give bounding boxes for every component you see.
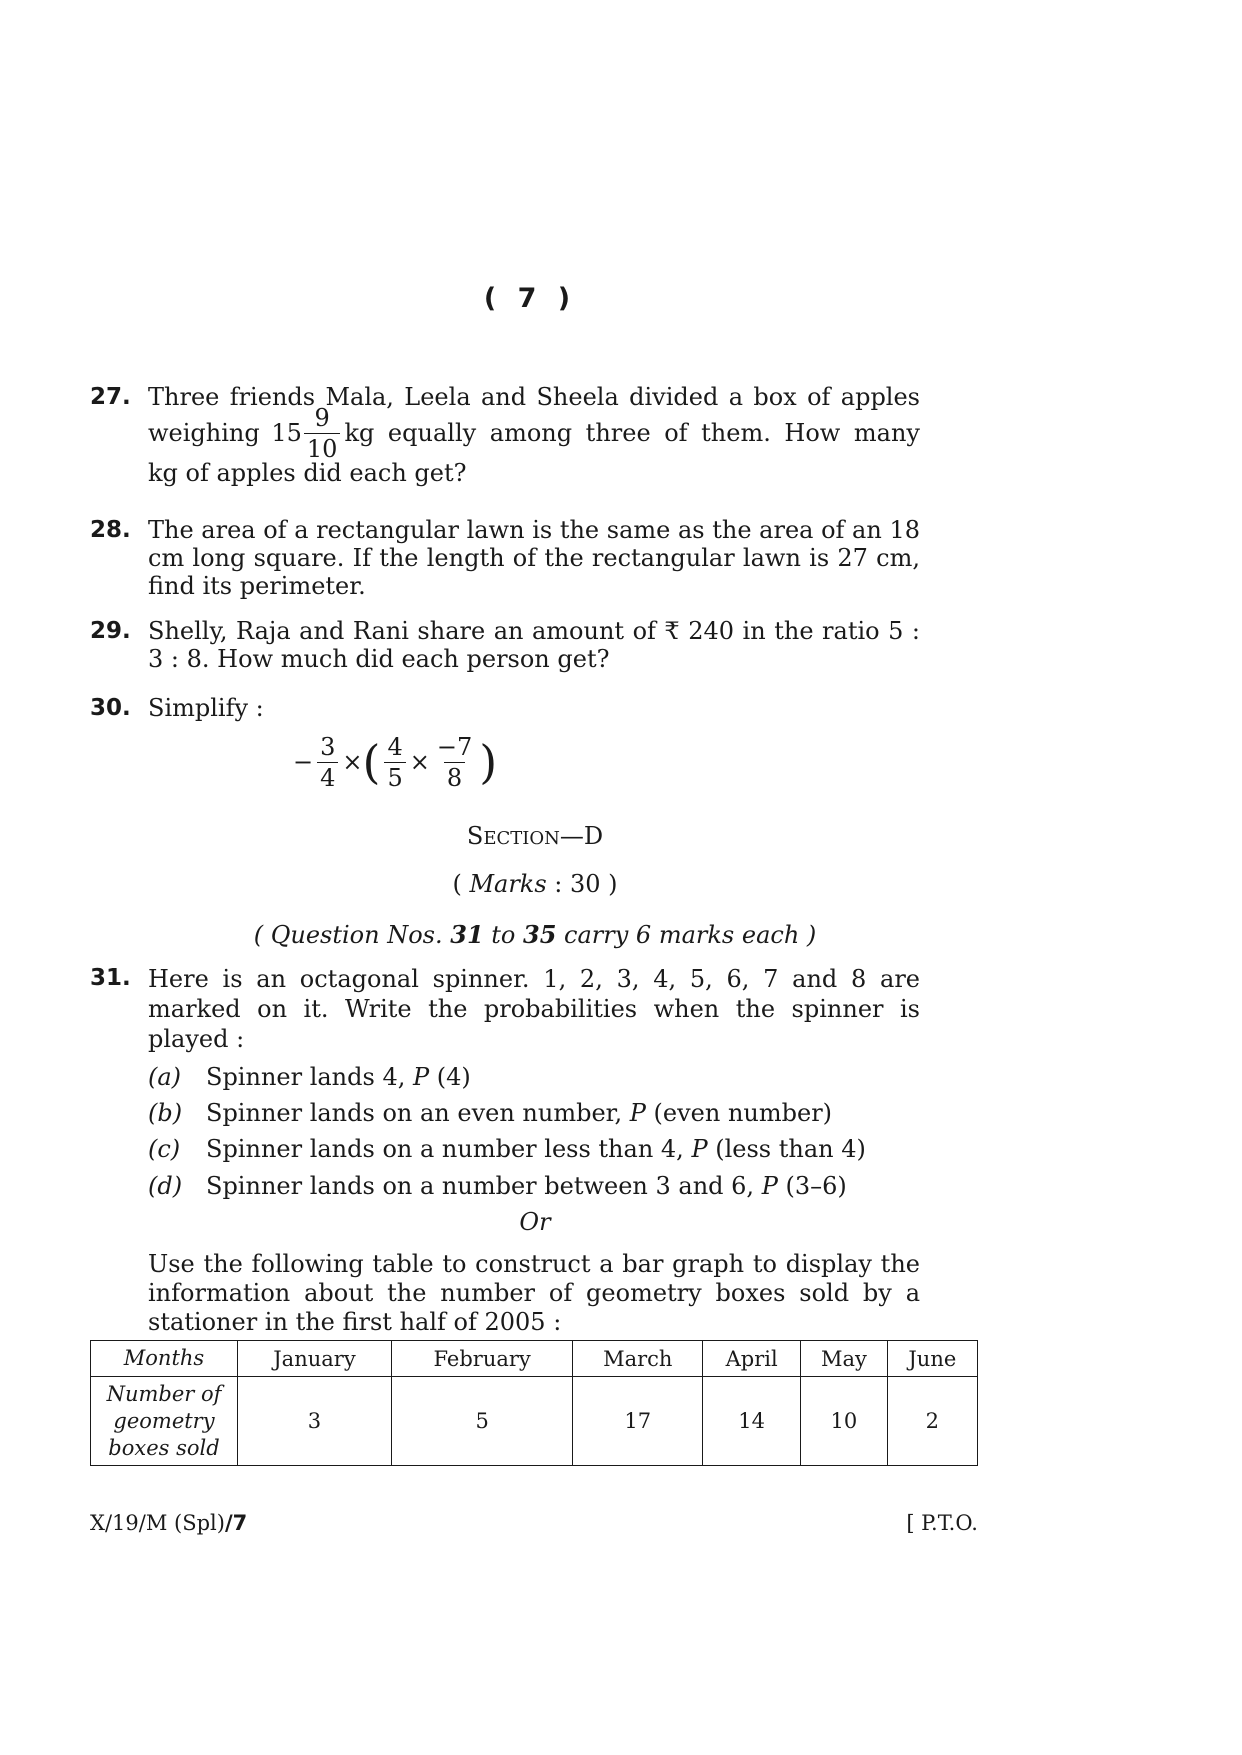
question-27-line-2: [148, 403, 920, 463]
fraction-numerator: 9: [314, 403, 330, 432]
footer-code-text: X/19/M (Spl): [90, 1511, 225, 1535]
question-31-text: Here is an octagonal spinner. 1, 2, 3, 4, 5, 6, 7 and 8 are marked on it. Write the probabilities when the spinner is played :: [148, 965, 920, 1053]
probability-symbol: P: [412, 1063, 430, 1091]
part-text-after: (3–6): [777, 1172, 847, 1200]
page-number: ( 7 ): [483, 283, 577, 314]
question-number: 29.: [90, 618, 131, 644]
question-number: 30.: [90, 695, 131, 721]
table-header-cell: June: [887, 1341, 977, 1377]
pto-label: [ P.T.O.: [906, 1511, 978, 1535]
part-b: [148, 1099, 908, 1127]
section-title-smallcaps: ECTION: [483, 828, 560, 849]
note-end: carry 6 marks each ): [556, 921, 817, 949]
footer-code: [90, 1511, 247, 1535]
question-number: 31.: [90, 965, 131, 991]
section-title: [0, 822, 1070, 850]
alternative-text: Use the following table to construct a bar graph to display the information about the number of geometry boxes sold by a stationer in the first half of 2005 :: [148, 1250, 920, 1336]
table-row-label: [91, 1377, 238, 1466]
row-label-line: geometry: [113, 1408, 215, 1433]
footer-code-page: /7: [224, 1511, 248, 1535]
minus-sign: −: [293, 748, 314, 776]
question-31-alternative: [90, 1250, 920, 1337]
section-marks: [0, 870, 1070, 898]
part-c: [148, 1135, 908, 1163]
geometry-boxes-table: [90, 1340, 978, 1466]
probability-symbol: P: [761, 1172, 778, 1200]
part-label: (c): [148, 1135, 181, 1163]
part-label: (b): [148, 1099, 183, 1127]
fraction-denominator: 4: [317, 762, 338, 790]
part-text: Spinner lands on an even number,: [206, 1099, 630, 1127]
right-paren: ): [479, 735, 498, 789]
row-label-line: boxes sold: [108, 1435, 220, 1460]
part-a: [148, 1063, 908, 1091]
note-from: 31: [450, 920, 484, 949]
section-title-suffix: —D: [559, 822, 604, 850]
question-number: 27.: [90, 384, 131, 410]
part-text: Spinner lands on a number less than 4,: [206, 1135, 692, 1163]
note-to: 35: [523, 920, 557, 949]
weighing-text: weighing 15: [148, 419, 302, 447]
fraction-neg7-8: [434, 732, 475, 792]
marks-label: Marks: [469, 870, 547, 898]
table-header-cell: March: [573, 1341, 703, 1377]
or-separator: Or: [519, 1208, 551, 1236]
part-text-after: (4): [429, 1063, 471, 1091]
question-28-text: The area of a rectangular lawn is the same as the area of an 18 cm long square. If the length of the rectangular lawn is 27 cm, find its perimeter.: [148, 516, 920, 600]
part-label: (d): [148, 1172, 183, 1200]
question-31: [90, 964, 920, 1054]
question-30: [90, 694, 920, 722]
row-label-line: Number of: [106, 1381, 222, 1406]
table-header-cell: May: [801, 1341, 888, 1377]
section-title-initial: S: [466, 822, 484, 850]
simplify-expression: [293, 730, 497, 794]
times-sign: ×: [342, 748, 363, 776]
table-cell: 17: [573, 1377, 703, 1466]
question-29-text: Shelly, Raja and Rani share an amount of ₹ 240 in the ratio 5 : 3 : 8. How much did each person get?: [148, 617, 920, 673]
probability-symbol: P: [691, 1135, 708, 1163]
fraction-numerator: 3: [320, 732, 336, 761]
fraction-numerator: −7: [436, 732, 473, 761]
table-header-cell: February: [391, 1341, 572, 1377]
question-27-line-1: Three friends Mala, Leela and Sheela divided a box of apples: [148, 383, 920, 411]
table-cell: 2: [887, 1377, 977, 1466]
times-sign: ×: [409, 748, 430, 776]
table-cell: 14: [703, 1377, 801, 1466]
part-text-after: (less than 4): [707, 1135, 866, 1163]
table-header-cell: January: [238, 1341, 392, 1377]
marks-value: : 30 ): [546, 870, 618, 898]
marks-open: (: [452, 870, 470, 898]
fraction-3-4: [317, 732, 338, 792]
table-row: [91, 1377, 978, 1466]
fraction-denominator: 8: [444, 762, 465, 790]
question-number: 28.: [90, 517, 131, 543]
question-27: [90, 383, 920, 487]
part-text: Spinner lands 4,: [206, 1063, 413, 1091]
note-to-word: to: [483, 921, 524, 949]
table-header-cell: April: [703, 1341, 801, 1377]
fraction-4-5: [384, 732, 405, 792]
question-28: [90, 516, 920, 600]
table-header-row: [91, 1341, 978, 1377]
weighing-rest-text: kg equally among three of them. How many: [344, 419, 920, 447]
part-text: Spinner lands on a number between 3 and 6,: [206, 1172, 762, 1200]
question-27-line-3: kg of apples did each get?: [148, 459, 467, 487]
table-header-months: Months: [91, 1341, 238, 1377]
fraction-numerator: 4: [387, 732, 403, 761]
part-d: [148, 1172, 908, 1200]
left-paren: (: [362, 735, 381, 789]
section-note: [0, 920, 1070, 949]
note-open: ( Question Nos.: [253, 921, 451, 949]
question-29: [90, 617, 920, 673]
fraction-denominator: 10: [304, 433, 341, 461]
table-cell: 3: [238, 1377, 392, 1466]
part-text-after: (even number): [645, 1099, 833, 1127]
part-label: (a): [148, 1063, 182, 1091]
table-cell: 10: [801, 1377, 888, 1466]
fraction-denominator: 5: [384, 762, 405, 790]
mixed-fraction: [304, 403, 341, 463]
question-30-text: Simplify :: [148, 694, 264, 722]
table-cell: 5: [391, 1377, 572, 1466]
probability-symbol: P: [629, 1099, 646, 1127]
